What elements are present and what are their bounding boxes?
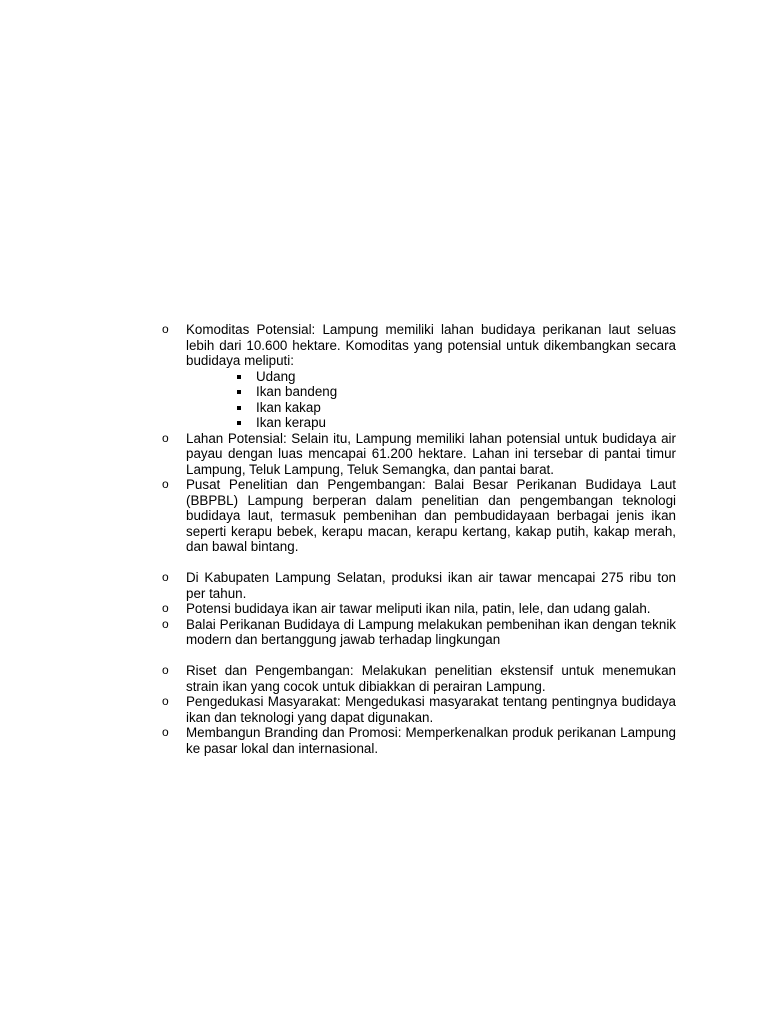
sub-list-item-text: Ikan kerapu: [256, 415, 326, 430]
circle-bullet-icon: o: [162, 725, 169, 739]
circle-bullet-icon: o: [162, 430, 169, 445]
list-item: [162, 725, 676, 756]
list-item-text: Di Kabupaten Lampung Selatan, produksi ikan air tawar mencapai 275 ribu ton per tahun.: [186, 570, 676, 601]
circle-bullet-icon: o: [162, 694, 169, 708]
list-item: [162, 601, 676, 617]
list-item-text: Balai Perikanan Budidaya di Lampung melakukan pembenihan ikan dengan teknik modern dan bertanggung jawab terhadap lingkungan: [186, 616, 676, 647]
document-body: [162, 322, 676, 756]
list-item-text: Lahan Potensial: Selain itu, Lampung memiliki lahan potensial untuk budidaya air payau dengan luas mencapai 61.200 hektare. Lahan ini tersebar di pantai timur Lampung, Teluk Lampung, Teluk Semangka, dan pantai barat.: [186, 430, 676, 477]
list-item: [162, 694, 676, 725]
list-item-text: Potensi budidaya ikan air tawar meliputi ikan nila, patin, lele, dan udang galah.: [186, 601, 651, 616]
square-bullet-icon: [237, 421, 241, 425]
sub-list-item: [186, 369, 676, 385]
list-item: [162, 663, 676, 694]
list-item-text: Komoditas Potensial: Lampung memiliki lahan budidaya perikanan laut seluas lebih dari 10.600 hektare. Komoditas yang potensial untuk dikembangkan secara budidaya meliputi:: [186, 322, 676, 368]
sub-list-item: [186, 384, 676, 400]
list-group-2: [162, 570, 676, 648]
circle-bullet-icon: o: [162, 601, 169, 615]
square-bullet-icon: [237, 406, 241, 410]
list-group-3: [162, 663, 676, 756]
list-item: [162, 570, 676, 601]
circle-bullet-icon: o: [162, 477, 169, 491]
sub-list: [186, 369, 676, 431]
list-item-text: Membangun Branding dan Promosi: Memperkenalkan produk perikanan Lampung ke pasar lokal dan internasional.: [186, 725, 676, 756]
sub-list-item-text: Ikan kakap: [256, 399, 321, 415]
circle-bullet-icon: o: [162, 663, 169, 677]
list-item-text: Pusat Penelitian dan Pengembangan: Balai Besar Perikanan Budidaya Laut (BBPBL) Lampung berperan dalam penelitian dan pengembangan teknologi budidaya laut, termasuk pembenihan dan pembudidayaan berbagai jenis ikan seperti kerapu bebek, kerapu macan, kerapu kertang, kakap putih, kakap merah, dan bawal bintang.: [186, 477, 676, 554]
list-item: [162, 477, 676, 555]
list-item: [162, 617, 676, 648]
circle-bullet-icon: o: [162, 616, 169, 631]
list-item-text: Riset dan Pengembangan: Melakukan penelitian ekstensif untuk menemukan strain ikan yang cocok untuk dibiakkan di perairan Lampung.: [186, 663, 676, 694]
sub-list-item: [186, 415, 676, 431]
list-item-text: Pengedukasi Masyarakat: Mengedukasi masyarakat tentang pentingnya budidaya ikan dan teknologi yang dapat digunakan.: [186, 694, 676, 725]
list-item: [162, 431, 676, 478]
square-bullet-icon: [237, 375, 241, 379]
circle-bullet-icon: o: [162, 570, 169, 584]
square-bullet-icon: [237, 390, 241, 394]
circle-bullet-icon: o: [162, 322, 169, 336]
list-item: [162, 322, 676, 431]
sub-list-item-text: Udang: [256, 368, 296, 384]
sub-list-item-text: Ikan bandeng: [256, 384, 338, 399]
sub-list-item: [186, 400, 676, 416]
list-group-1: [162, 322, 676, 555]
